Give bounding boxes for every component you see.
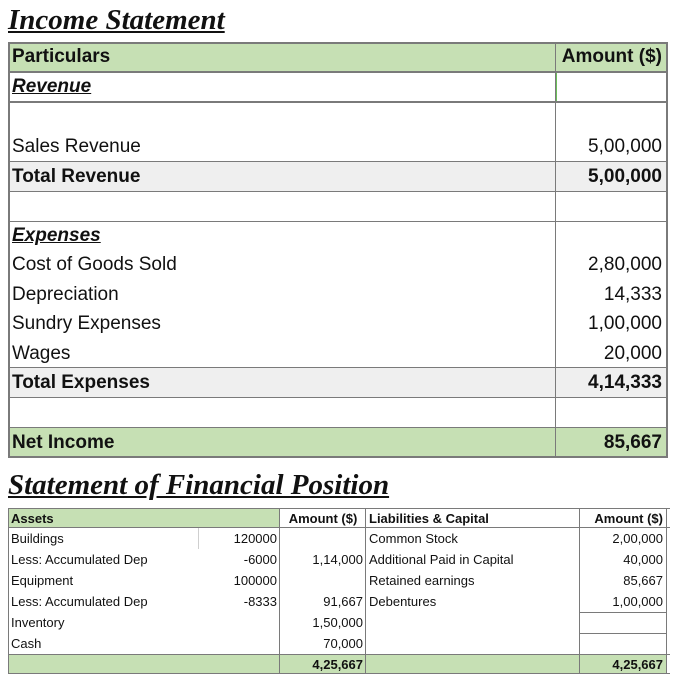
asset-sub-amount: -8333	[243, 594, 277, 609]
asset-sub-amount: 120000	[233, 531, 277, 546]
border-line	[579, 633, 667, 634]
border-line	[8, 427, 668, 428]
expenses-heading-row	[8, 222, 668, 250]
asset-label: Cash	[11, 636, 42, 651]
income-statement-title: Income Statement	[8, 4, 225, 36]
border-line	[555, 42, 556, 458]
row-amount: 4,14,333	[588, 372, 662, 393]
table-row	[8, 250, 668, 280]
amount-header: Amount ($)	[288, 510, 358, 526]
financial-position-title: Statement of Financial Position	[8, 469, 390, 501]
border-line	[8, 673, 670, 674]
asset-label: Less: Accumulated Dep	[11, 552, 148, 567]
border-line	[8, 42, 10, 458]
border-line	[279, 508, 280, 674]
revenue-heading: Revenue	[12, 76, 92, 97]
liability-label: Additional Paid in Capital	[369, 552, 514, 567]
total-revenue-row	[8, 162, 668, 192]
liability-amount: 1,00,000	[612, 594, 663, 609]
asset-label: Equipment	[11, 573, 74, 588]
row-amount: 1,00,000	[588, 313, 662, 334]
border-line	[8, 71, 668, 73]
asset-sub-amount: 100000	[233, 573, 277, 588]
liability-amount: 40,000	[623, 552, 663, 567]
spacer-row	[8, 192, 668, 222]
net-income-row	[8, 428, 668, 458]
revenue-heading-amount-cell	[556, 72, 668, 102]
asset-amount: 91,667	[323, 594, 363, 609]
border-line	[8, 654, 670, 655]
table-row	[8, 339, 668, 368]
border-line	[666, 42, 668, 458]
border-line	[365, 508, 366, 674]
liability-label: Common Stock	[369, 531, 458, 546]
border-line	[8, 191, 668, 192]
liability-label: Debentures	[369, 594, 437, 609]
liability-amount	[580, 633, 666, 654]
spacer-row	[8, 398, 668, 428]
revenue-heading-row	[8, 72, 668, 102]
border-line	[579, 612, 667, 613]
totals-cell	[366, 654, 580, 674]
amount-header: Amount ($)	[561, 46, 662, 67]
asset-amount: 1,14,000	[312, 552, 363, 567]
asset-sub-amount	[198, 633, 280, 654]
row-label: Depreciation	[12, 283, 119, 305]
spacer-row	[8, 102, 668, 132]
amount2-header: Amount ($)	[594, 510, 663, 526]
asset-amount: 70,000	[323, 636, 363, 651]
assets-header: Assets	[8, 508, 198, 528]
border-line	[8, 42, 668, 44]
liability-label	[366, 612, 580, 633]
financial-position-table	[8, 508, 670, 674]
row-label: Cost of Goods Sold	[12, 254, 177, 275]
border-line	[8, 527, 670, 528]
total-expenses-row	[8, 368, 668, 398]
asset-label: Inventory	[11, 615, 65, 630]
row-label: Wages	[12, 342, 71, 364]
asset-sub-amount: -6000	[243, 552, 277, 567]
border-line	[8, 456, 668, 458]
asset-label: Less: Accumulated Dep	[11, 594, 148, 609]
border-line	[8, 508, 670, 509]
row-label: Sundry Expenses	[12, 313, 161, 334]
assets-total: 4,25,667	[280, 654, 366, 674]
row-amount: 85,667	[603, 432, 662, 453]
table-row	[8, 132, 668, 162]
row-amount: 14,333	[603, 283, 662, 305]
row-label: Sales Revenue	[12, 136, 141, 157]
totals-cell	[8, 654, 198, 674]
border-line	[666, 508, 667, 674]
liability-amount: 2,00,000	[612, 531, 663, 546]
asset-sub-amount	[198, 612, 280, 633]
border-line	[8, 101, 668, 103]
liability-label: Retained earnings	[369, 573, 475, 588]
row-amount: 2,80,000	[588, 254, 662, 275]
border-line	[8, 508, 9, 674]
border-line	[198, 528, 199, 549]
income-statement-table	[8, 42, 668, 458]
liability-amount: 85,667	[623, 573, 663, 588]
row-label: Total Expenses	[12, 372, 150, 393]
liabilities-header: Liabilities & Capital	[369, 510, 489, 526]
liability-label	[366, 633, 580, 654]
row-amount	[556, 222, 668, 250]
border-line	[8, 221, 668, 222]
income-header-row	[8, 42, 668, 72]
totals-cell	[198, 654, 280, 674]
asset-label: Buildings	[11, 531, 64, 546]
particulars-header: Particulars	[12, 46, 111, 67]
border-line	[579, 508, 580, 674]
table-row	[8, 280, 668, 309]
border-line	[8, 161, 668, 162]
asset-amount	[280, 528, 366, 549]
asset-amount: 1,50,000	[312, 615, 363, 630]
row-label: Net Income	[12, 432, 115, 453]
row-amount: 20,000	[603, 342, 662, 364]
row-amount: 5,00,000	[588, 166, 662, 187]
table-row	[8, 309, 668, 339]
header-cell	[198, 508, 280, 528]
asset-amount	[280, 570, 366, 591]
row-amount: 5,00,000	[588, 136, 662, 157]
expenses-heading: Expenses	[12, 225, 101, 246]
liabilities-total: 4,25,667	[580, 654, 666, 674]
border-line	[8, 367, 668, 368]
liability-amount	[580, 612, 666, 633]
border-line	[8, 397, 668, 398]
row-label: Total Revenue	[12, 166, 141, 187]
